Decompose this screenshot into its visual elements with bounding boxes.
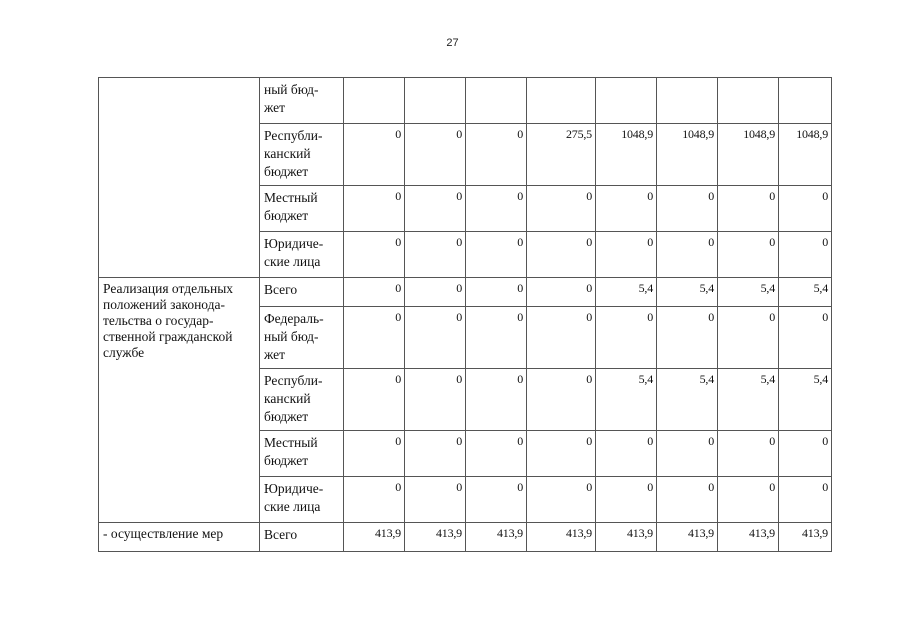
amount-cell: 0	[779, 186, 832, 232]
amount-cell: 0	[657, 431, 718, 477]
funding-source-cell: Всего	[260, 278, 344, 307]
amount-cell: 0	[657, 477, 718, 523]
table-row	[99, 78, 832, 124]
funding-source-cell: Юридиче- ские лица	[260, 477, 344, 523]
amount-cell: 5,4	[657, 278, 718, 307]
amount-cell: 0	[527, 307, 596, 369]
amount-cell: 0	[779, 431, 832, 477]
budget-table	[98, 77, 832, 552]
funding-source-cell: Всего	[260, 523, 344, 552]
program-name-cell: - осуществление мер	[99, 523, 260, 552]
amount-cell: 0	[405, 186, 466, 232]
amount-cell: 1048,9	[596, 124, 657, 186]
amount-cell: 0	[344, 477, 405, 523]
amount-cell: 0	[405, 369, 466, 431]
amount-cell: 0	[466, 232, 527, 278]
amount-cell: 413,9	[657, 523, 718, 552]
amount-cell: 413,9	[527, 523, 596, 552]
funding-source-cell: Юридиче- ские лица	[260, 232, 344, 278]
amount-cell: 0	[466, 186, 527, 232]
amount-cell: 0	[344, 124, 405, 186]
table-row	[99, 278, 832, 307]
amount-cell	[344, 78, 405, 124]
amount-cell	[466, 78, 527, 124]
program-name-cell	[99, 78, 260, 278]
amount-cell: 0	[596, 307, 657, 369]
amount-cell: 0	[527, 369, 596, 431]
amount-cell	[405, 78, 466, 124]
amount-cell: 0	[344, 431, 405, 477]
amount-cell: 0	[344, 278, 405, 307]
amount-cell: 0	[596, 477, 657, 523]
amount-cell: 0	[779, 307, 832, 369]
amount-cell: 0	[405, 278, 466, 307]
amount-cell: 0	[405, 307, 466, 369]
amount-cell: 0	[718, 186, 779, 232]
funding-source-cell: Местный бюджет	[260, 431, 344, 477]
amount-cell: 0	[657, 307, 718, 369]
funding-source-cell: Местный бюджет	[260, 186, 344, 232]
amount-cell: 0	[657, 232, 718, 278]
funding-source-cell: Республи- канский бюджет	[260, 124, 344, 186]
amount-cell: 5,4	[596, 278, 657, 307]
amount-cell: 5,4	[718, 369, 779, 431]
amount-cell: 275,5	[527, 124, 596, 186]
amount-cell: 1048,9	[657, 124, 718, 186]
amount-cell: 5,4	[779, 278, 832, 307]
amount-cell: 0	[527, 186, 596, 232]
amount-cell: 0	[344, 369, 405, 431]
amount-cell	[718, 78, 779, 124]
amount-cell: 0	[344, 232, 405, 278]
amount-cell: 0	[466, 431, 527, 477]
amount-cell: 0	[718, 307, 779, 369]
amount-cell: 0	[779, 477, 832, 523]
amount-cell: 413,9	[466, 523, 527, 552]
amount-cell: 5,4	[657, 369, 718, 431]
amount-cell: 0	[779, 232, 832, 278]
amount-cell: 0	[466, 124, 527, 186]
amount-cell: 413,9	[779, 523, 832, 552]
amount-cell: 1048,9	[779, 124, 832, 186]
amount-cell: 0	[405, 124, 466, 186]
amount-cell: 0	[596, 232, 657, 278]
amount-cell: 5,4	[596, 369, 657, 431]
amount-cell: 0	[527, 477, 596, 523]
amount-cell: 0	[718, 431, 779, 477]
amount-cell: 0	[718, 477, 779, 523]
amount-cell: 0	[718, 232, 779, 278]
amount-cell: 0	[344, 307, 405, 369]
amount-cell: 413,9	[718, 523, 779, 552]
amount-cell	[779, 78, 832, 124]
amount-cell: 0	[596, 431, 657, 477]
amount-cell: 0	[466, 369, 527, 431]
amount-cell: 0	[657, 186, 718, 232]
page-number: 27	[446, 37, 459, 49]
amount-cell: 0	[527, 431, 596, 477]
program-name-cell: Реализация отдельных положений законода- тельства о государ- ственной гражданской службе	[99, 278, 260, 523]
amount-cell	[527, 78, 596, 124]
funding-source-cell: ный бюд- жет	[260, 78, 344, 124]
amount-cell: 1048,9	[718, 124, 779, 186]
funding-source-cell: Республи- канский бюджет	[260, 369, 344, 431]
amount-cell: 0	[527, 232, 596, 278]
amount-cell: 0	[466, 278, 527, 307]
amount-cell: 413,9	[344, 523, 405, 552]
amount-cell: 0	[405, 431, 466, 477]
amount-cell: 0	[466, 307, 527, 369]
funding-source-cell: Федераль- ный бюд- жет	[260, 307, 344, 369]
amount-cell: 0	[466, 477, 527, 523]
amount-cell: 0	[405, 477, 466, 523]
amount-cell: 5,4	[718, 278, 779, 307]
amount-cell	[657, 78, 718, 124]
amount-cell: 413,9	[596, 523, 657, 552]
amount-cell	[596, 78, 657, 124]
amount-cell: 413,9	[405, 523, 466, 552]
amount-cell: 0	[344, 186, 405, 232]
amount-cell: 5,4	[779, 369, 832, 431]
amount-cell: 0	[527, 278, 596, 307]
table-row	[99, 523, 832, 552]
amount-cell: 0	[405, 232, 466, 278]
amount-cell: 0	[596, 186, 657, 232]
